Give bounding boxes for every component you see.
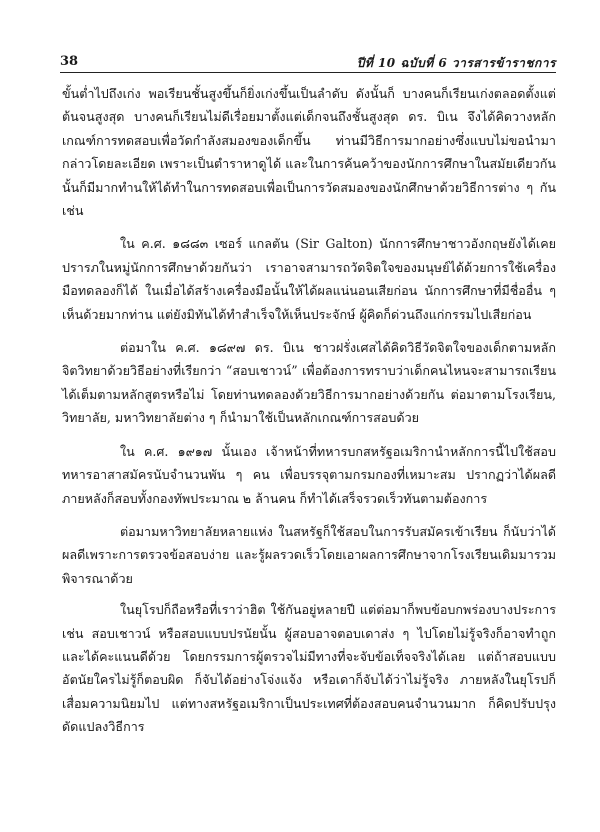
paragraph: ใน ค.ศ. ๑๘๘๓ เซอร์ แกลตัน (Sir Galton) นักการศึกษาชาวอังกฤษยังได้เคยปรารภในหมู่นักการศึกษาด้วยกันว่า เราอาจสามารถวัดจิตใจของมนุษย์ได้ด้วยการใช้เครื่องมือทดลองก็ได้ ในเมื่อได้สร้างเครื่องมือนั้นให้ได้ผลแน่นอนเสียก่อน นักการศึกษาที่มีชื่ออื่น ๆ เห็นด้วยมากท่าน แต่ยังมิทันได้ทำสำเร็จให้เห็นประจักษ์ ผู้คิดก็ด่วนถึงแก่กรรมไปเสียก่อน: [62, 236, 556, 322]
paragraph: ต่อมาใน ค.ศ. ๑๘๙๗ ดร. บิเน ชาวฝรั่งเศสได้คิดวิธีวัดจิตใจของเด็กตามหลักจิตวิทยาด้วยวิธีอย่างที่เรียกว่า “สอบเชาวน์” เพื่อต้องการทราบว่าเด็กคนไหนจะสามารถเรียนได้เต็มตามหลักสูตรหรือไม่ โดยท่านทดลองด้วยวิธีการมากอย่างด้วยกัน ต่อมาตามโรงเรียน, วิทยาลัย, มหาวิทยาลัยต่าง ๆ ก็นำมาใช้เป็นหลักเกณฑ์การสอบด้วย: [62, 340, 556, 426]
paragraph: ในยุโรปก็ถือหรือที่เราว่าฮิต ใช้กันอยู่หลายปี แต่ต่อมาก็พบข้อบกพร่องบางประการ เช่น สอบเชาวน์ หรือสอบแบบปรนัยนั้น ผู้สอบอาจตอบเดาส่ง ๆ ไปโดยไม่รู้จริงก็อาจทำถูกและได้คะแนนดีด้วย โดยกรรมการผู้ตรวจไม่มีทางที่จะจับข้อเท็จจริงได้เลย แต่ถ้าสอบแบบอัตนัยใครไม่รู้ก็ตอบผิด ก็จับได้อย่างโจ่งแจ้ง หรือเดาก็จับได้ว่าไม่รู้จริง ภายหลังในยุโรปก็เสื่อมความนิยมไป แต่ทางสหรัฐอเมริกาเป็นประเทศที่ต้องสอบคนจำนวนมาก ก็คิดปรับปรุงดัดแปลงวิธีการ: [62, 602, 556, 735]
article-body: [62, 82, 556, 749]
header-rule: [60, 72, 556, 73]
paragraph: ต่อมามหาวิทยาลัยหลายแห่ง ในสหรัฐก็ใช้สอบในการรับสมัครเข้าเรียน ก็นับว่าได้ผลดีเพราะการตรวจข้อสอบง่าย และรู้ผลรวดเร็วโดยเอาผลการศึกษาจากโรงเรียนเดิมมารวมพิจารณาด้วย: [62, 523, 556, 586]
paragraph: ใน ค.ศ. ๑๙๑๗ นั้นเอง เจ้าหน้าที่ทหารบกสหรัฐอเมริกานำหลักการนี้ไปใช้สอบทหารอาสาสมัครนับจำนวนพัน ๆ คน เพื่อบรรจุตามกรมกองที่เหมาะสม ปรากฏว่าได้ผลดี ภายหลังก็สอบทั้งกองทัพประมาณ ๒ ล้านคน ก็ทำได้เสร็จรวดเร็วทันตามต้องการ: [62, 443, 556, 506]
journal-title: ปีที่ 10 ฉบับที่ 6 วารสารข้าราชการ: [356, 56, 556, 70]
paragraph: ขั้นต่ำไปถึงเก่ง พอเรียนชั้นสูงขึ้นก็ยิ่งเก่งขึ้นเป็นลำดับ ดังนั้นก็ บางคนก็เรียนเก่งตลอดตั้งแต่ต้นจนสูงสุด บางคนก็เรียนไม่ดีเรื่อยมาตั้งแต่เด็กจนถึงชั้นสูงสุด ดร. บิเน จึงได้คิดวางหลักเกณฑ์การทดสอบเพื่อวัดกำลังสมองของเด็กขึ้น ท่านมีวิธีการมากอย่างซึ่งแบบไม่ขอนำมากล่าวโดยละเอียด เพราะเป็นตำราหาดูได้ และในการค้นคว้าของนักการศึกษาในสมัยเดียวกันนั้นก็มีมากทำนให้ได้ทำในการทดสอบเพื่อเป็นการวัดสมองของนักศึกษาด้วยวิธีการต่าง ๆ กัน เช่น: [62, 86, 556, 219]
page-number: 38: [60, 54, 79, 69]
